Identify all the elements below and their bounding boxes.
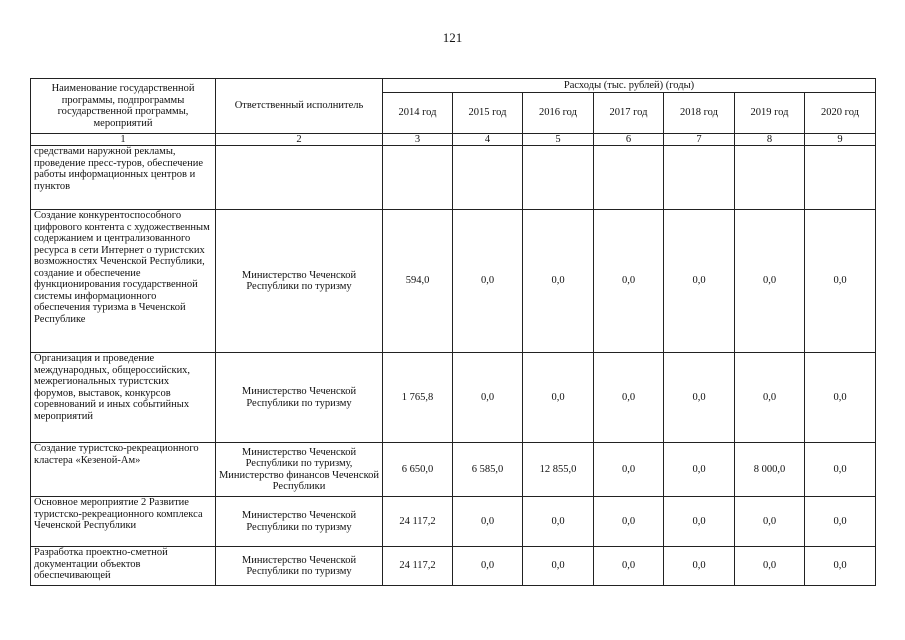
value-cell-2014: 594,0 xyxy=(383,210,453,353)
value-cell-2014: 1 765,8 xyxy=(383,353,453,443)
value-cell-2020 xyxy=(805,146,876,210)
header-executor: Ответственный исполнитель xyxy=(216,79,383,134)
executor-cell: Министерство Чеченской Республики по туризму xyxy=(216,353,383,443)
column-number: 5 xyxy=(523,134,594,146)
table-row xyxy=(31,443,876,497)
page-number: 121 xyxy=(442,30,463,45)
table-row xyxy=(31,497,876,547)
value-cell-2018 xyxy=(664,146,735,210)
executor-cell: Министерство Чеченской Республики по туризму xyxy=(216,210,383,353)
column-number: 7 xyxy=(664,134,735,146)
table-row xyxy=(31,146,876,210)
program-name-cell: Разработка проектно-сметной документации объектов обеспечивающей xyxy=(31,547,216,586)
value-cell-2014: 6 650,0 xyxy=(383,443,453,497)
value-cell-2019 xyxy=(735,146,805,210)
value-cell-2018: 0,0 xyxy=(664,443,735,497)
value-cell-2015: 6 585,0 xyxy=(453,443,523,497)
value-cell-2016 xyxy=(523,146,594,210)
column-number: 2 xyxy=(216,134,383,146)
value-cell-2016: 0,0 xyxy=(523,497,594,547)
program-name-cell: Основное мероприятие 2 Развитие туристско-рекреационного комплекса Чеченской Республики xyxy=(31,497,216,547)
value-cell-2015: 0,0 xyxy=(453,353,523,443)
table-row xyxy=(31,547,876,586)
header-year-2016: 2016 год xyxy=(523,93,594,134)
value-cell-2016: 0,0 xyxy=(523,210,594,353)
value-cell-2020: 0,0 xyxy=(805,353,876,443)
executor-cell: Министерство Чеченской Республики по туризму xyxy=(216,547,383,586)
value-cell-2014 xyxy=(383,146,453,210)
header-year-2020: 2020 год xyxy=(805,93,876,134)
column-number: 8 xyxy=(735,134,805,146)
value-cell-2020: 0,0 xyxy=(805,443,876,497)
value-cell-2019: 0,0 xyxy=(735,210,805,353)
value-cell-2016: 12 855,0 xyxy=(523,443,594,497)
header-year-2018: 2018 год xyxy=(664,93,735,134)
value-cell-2015: 0,0 xyxy=(453,210,523,353)
value-cell-2014: 24 117,2 xyxy=(383,497,453,547)
program-name-cell: средствами наружной рекламы, проведение пресс-туров, обеспечение работы информационных центров и пунктов xyxy=(31,146,216,210)
value-cell-2016: 0,0 xyxy=(523,353,594,443)
value-cell-2018: 0,0 xyxy=(664,353,735,443)
budget-table xyxy=(30,78,876,586)
column-number: 6 xyxy=(594,134,664,146)
value-cell-2014: 24 117,2 xyxy=(383,547,453,586)
value-cell-2017: 0,0 xyxy=(594,210,664,353)
table-row xyxy=(31,353,876,443)
program-name-cell: Создание туристско-рекреационного кластера «Кезеной-Ам» xyxy=(31,443,216,497)
column-number: 1 xyxy=(31,134,216,146)
executor-cell xyxy=(216,146,383,210)
header-year-2014: 2014 год xyxy=(383,93,453,134)
column-number-row xyxy=(31,134,876,146)
value-cell-2019: 0,0 xyxy=(735,497,805,547)
value-cell-2015 xyxy=(453,146,523,210)
value-cell-2018: 0,0 xyxy=(664,497,735,547)
executor-cell: Министерство Чеченской Республики по туризму, Министерство финансов Чеченской Республики xyxy=(216,443,383,497)
value-cell-2017: 0,0 xyxy=(594,353,664,443)
value-cell-2018: 0,0 xyxy=(664,210,735,353)
header-expenses: Расходы (тыс. рублей) (годы) xyxy=(383,79,876,93)
value-cell-2020: 0,0 xyxy=(805,210,876,353)
column-number: 4 xyxy=(453,134,523,146)
value-cell-2020: 0,0 xyxy=(805,547,876,586)
program-name-cell: Организация и проведение международных, общероссийских, межрегиональных туристских форумов, выставок, конкурсов соревнований и иных событийных мероприятий xyxy=(31,353,216,443)
value-cell-2019: 8 000,0 xyxy=(735,443,805,497)
value-cell-2017: 0,0 xyxy=(594,497,664,547)
header-program-name: Наименование государственной программы, подпрограммы государственной программы, мероприятий xyxy=(31,79,216,134)
value-cell-2015: 0,0 xyxy=(453,497,523,547)
value-cell-2017 xyxy=(594,146,664,210)
executor-cell: Министерство Чеченской Республики по туризму xyxy=(216,497,383,547)
header-year-2015: 2015 год xyxy=(453,93,523,134)
program-name-cell: Создание конкурентоспособного цифрового контента с художественным содержанием и централизованного ресурса в сети Интернет о туристских возможностях Чеченской Республики, создание и обеспечение функционирования государственной системы информационного обеспечения туризма в Чеченской Республике xyxy=(31,210,216,353)
header-year-2017: 2017 год xyxy=(594,93,664,134)
value-cell-2020: 0,0 xyxy=(805,497,876,547)
value-cell-2015: 0,0 xyxy=(453,547,523,586)
table-row xyxy=(31,210,876,353)
column-number: 9 xyxy=(805,134,876,146)
header-year-2019: 2019 год xyxy=(735,93,805,134)
value-cell-2019: 0,0 xyxy=(735,547,805,586)
value-cell-2018: 0,0 xyxy=(664,547,735,586)
column-number: 3 xyxy=(383,134,453,146)
value-cell-2017: 0,0 xyxy=(594,443,664,497)
value-cell-2017: 0,0 xyxy=(594,547,664,586)
value-cell-2019: 0,0 xyxy=(735,353,805,443)
value-cell-2016: 0,0 xyxy=(523,547,594,586)
